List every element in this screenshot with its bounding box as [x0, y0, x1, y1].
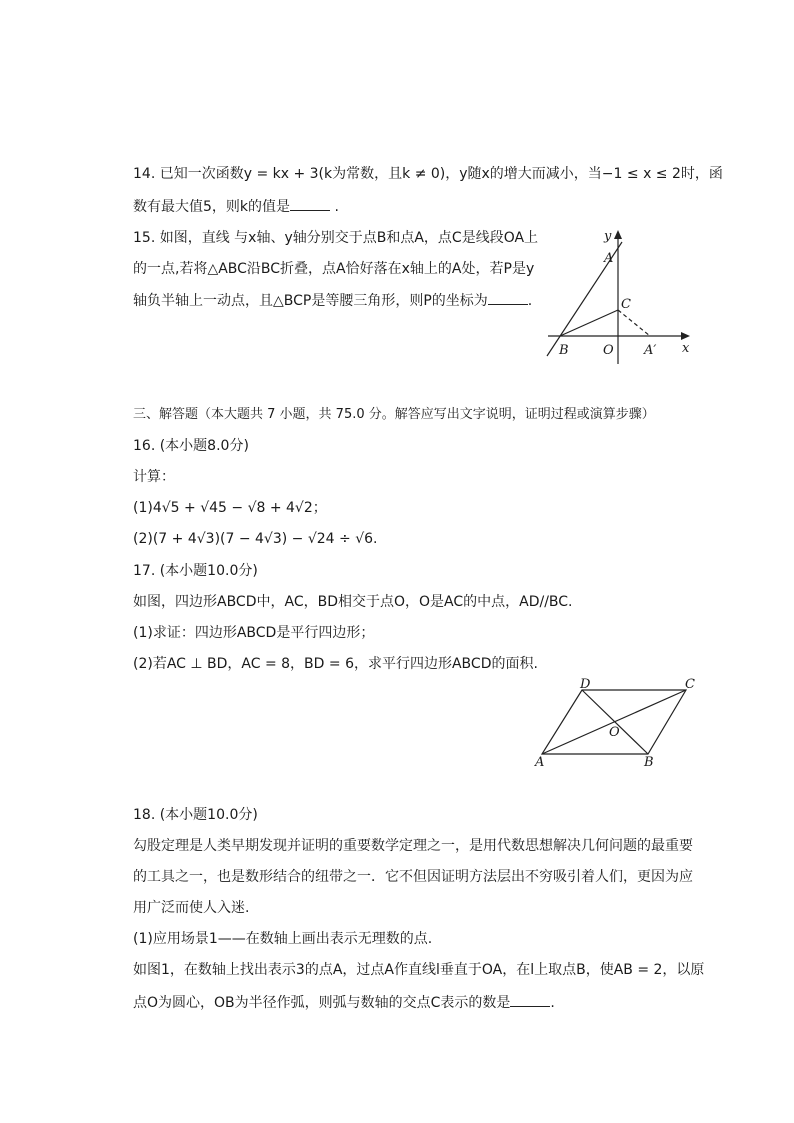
- q18-head: 18. (本小题10.0分): [133, 807, 258, 823]
- fig15-label-C: C: [621, 297, 631, 312]
- q16-intro: 计算：: [133, 469, 175, 485]
- figure-q15: [540, 224, 700, 366]
- q17-part2: (2)若AC ⊥ BD，AC = 8，BD = 6，求平行四边形ABCD的面积.: [133, 656, 538, 672]
- fig15-label-x: x: [682, 341, 690, 356]
- q18-line4: (1)应用场景1——在数轴上画出表示无理数的点.: [133, 931, 433, 947]
- fig17-label-B: B: [644, 755, 654, 770]
- answer-blank: [488, 290, 528, 305]
- diagonal-BD: [582, 690, 648, 754]
- q17-head: 17. (本小题10.0分): [133, 563, 258, 579]
- q16-part2: (2)(7 + 4√3)(7 − 4√3) − √24 ÷ √6.: [133, 531, 378, 547]
- figure-q17: [530, 678, 700, 770]
- x-axis-arrow: [681, 332, 690, 340]
- segment-CA-prime: [618, 310, 650, 336]
- q15-line2: 的一点,若将△ABC沿BC折叠，点A恰好落在x轴上的A处，若P是y: [133, 261, 535, 277]
- q18-line6-text: 点O为圆心，OB为半径作弧，则弧与数轴的交点C表示的数是: [133, 995, 511, 1011]
- fig15-label-A: A: [604, 251, 614, 266]
- q14-line2: [133, 196, 339, 217]
- q14-line2-text: 数有最大值5，则k的值是: [133, 199, 291, 215]
- fig15-label-O: O: [603, 343, 614, 358]
- q18-line3: 用广泛而使人入迷.: [133, 900, 250, 916]
- q17-stem: 如图，四边形ABCD中，AC，BD相交于点O，O是AC的中点，AD//BC.: [133, 594, 573, 610]
- q18-line5: 如图1，在数轴上找出表示3的点A，过点A作直线l垂直于OA，在l上取点B，使AB = 2，以原: [133, 962, 705, 978]
- q14-line2-end: .: [330, 199, 339, 215]
- q14-line1: 14. 已知一次函数y = kx + 3(k为常数，且k ≠ 0)，y随x的增大而减小，当−1 ≤ x ≤ 2时，函: [133, 166, 723, 182]
- diagonal-AC: [542, 690, 686, 754]
- q18-line2: 的工具之一，也是数形结合的纽带之一．它不但因证明方法层出不穷吸引着人们，更因为应: [133, 869, 693, 885]
- fig17-label-C: C: [685, 678, 695, 692]
- q18-line1: 勾股定理是人类早期发现并证明的重要数学定理之一，是用代数思想解决几何问题的最重要: [133, 838, 693, 854]
- fig15-label-B: B: [559, 343, 569, 358]
- answer-blank: [510, 992, 550, 1007]
- q15-line3: [133, 290, 532, 311]
- q16-part1: (1)4√5 + √45 − √8 + 4√2；: [133, 500, 327, 516]
- q18-line6: [133, 992, 555, 1013]
- q18-line6-end: .: [550, 995, 555, 1011]
- q15-line1: 15. 如图，直线 与x轴、y轴分别交于点B和点A，点C是线段OA上: [133, 230, 539, 246]
- y-axis-arrow: [614, 230, 622, 239]
- answer-blank: [290, 196, 330, 211]
- fig17-label-D: D: [580, 678, 591, 692]
- q17-part1: (1)求证：四边形ABCD是平行四边形；: [133, 625, 375, 641]
- fig17-label-O: O: [609, 725, 620, 740]
- fig15-label-y: y: [604, 229, 612, 244]
- section-heading: 三、解答题（本大题共 7 小题，共 75.0 分。解答应写出文字说明，证明过程或演算步骤）: [133, 407, 655, 422]
- q15-line3-text: 轴负半轴上一动点，且△BCP是等腰三角形，则P的坐标为: [133, 293, 488, 309]
- q16-head: 16. (本小题8.0分): [133, 438, 249, 454]
- fig17-label-A: A: [535, 755, 545, 770]
- fig15-label-A-prime: A′: [644, 343, 657, 358]
- q15-line3-end: .: [527, 293, 533, 309]
